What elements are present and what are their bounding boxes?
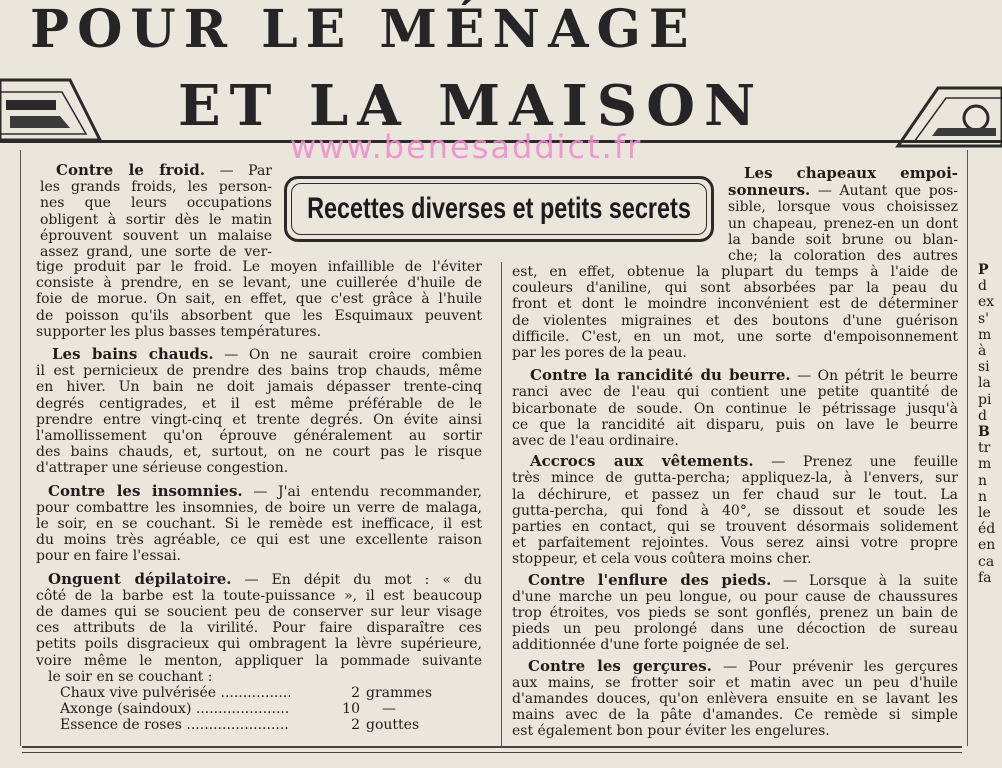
article-line: additionnée d'une forte poignée de sel. xyxy=(512,637,790,654)
edge-fragment: m xyxy=(978,326,992,343)
article-line: de poisson qu'ils absorbent que les Esquimaux peuvent xyxy=(36,307,482,324)
edge-fragment: ex xyxy=(978,294,995,311)
article-text: — On ne saurait croire combien xyxy=(224,347,482,364)
edge-fragment: si xyxy=(978,359,990,376)
article-line: d'attraper une sérieuse congestion. xyxy=(36,460,289,477)
article-line xyxy=(512,658,958,675)
article-line xyxy=(512,572,958,589)
article-line: pour en faire l'essai. xyxy=(36,548,181,565)
left-ornament-icon xyxy=(0,72,110,142)
edge-fragment: la xyxy=(978,375,991,392)
left-margin-rule xyxy=(20,150,21,746)
article-line: prendre entre vingt-cinq et trente degrés. On évite ainsi xyxy=(36,411,482,428)
ingredient-unit: gouttes xyxy=(366,717,420,734)
article-line: le soir en se couchant : xyxy=(48,668,213,685)
edge-fragment: fa xyxy=(978,569,992,586)
article-line xyxy=(36,571,482,588)
article-line: stoppeur, et cela vous coûtera moins cher. xyxy=(512,551,812,568)
article-heading: Contre les insomnies. xyxy=(48,482,243,500)
article-heading: Contre les gerçures. xyxy=(528,657,712,675)
article-line: mains avec de la pâte d'amandes. Ce remède si simple xyxy=(512,707,958,724)
article-heading: Contre l'enflure des pieds. xyxy=(528,571,772,589)
bottom-rule xyxy=(22,746,962,748)
article-chapeaux-narrow xyxy=(728,165,958,264)
article-line: le soir, en se couchant. Si le remède est inefficace, il est xyxy=(36,516,482,533)
article-line: degrés centigrades, et il est même préférable de le xyxy=(36,395,482,412)
article-line: che; la coloration des autres xyxy=(728,248,958,265)
edge-fragment: d xyxy=(978,278,987,295)
article-line: consiste à prendre, en se levant, une cuillerée d'huile de xyxy=(36,275,482,292)
article-line: très mince de gutta-percha; appliquez-la, à l'envers, sur xyxy=(512,470,958,487)
article-heading: Accrocs aux vêtements. xyxy=(530,453,754,471)
article-text: — Par xyxy=(219,163,272,179)
article-line: et parfaitement rejointes. Vous serez ainsi votre propre xyxy=(512,535,958,552)
article-line: foie de morue. On sait, en effet, que c'est grâce à l'huile xyxy=(36,291,482,308)
ingredient-name: Essence de roses ..... xyxy=(60,717,290,733)
article-line: d'amandes douces, qu'on enlèvera ensuite en se lavant les xyxy=(512,691,958,708)
article-line xyxy=(728,165,958,182)
article-line: nes que leurs occupations xyxy=(40,195,272,212)
article-line: aux mains, se frotter soir et matin avec un peu d'huile xyxy=(512,674,958,691)
edge-fragment: n xyxy=(978,472,988,489)
edge-fragment: m xyxy=(978,456,992,473)
article-text: — On pétrit le beurre xyxy=(797,368,958,385)
ingredient-qty: 2 xyxy=(351,685,360,702)
article-text: — En dépit du mot : « du xyxy=(244,571,482,588)
ingredient-unit: grammes xyxy=(366,685,433,702)
article-line: voire même le menton, appliquer la pommade suivante xyxy=(36,652,482,669)
article-text: — Lorsque à la suite xyxy=(783,572,958,589)
article-heading: Onguent dépilatoire. xyxy=(48,570,232,588)
ingredient-name: Chaux vive pulvérisée ..... xyxy=(60,685,290,701)
edge-fragment: pi xyxy=(978,391,992,408)
article-heading: sonneurs. xyxy=(728,182,811,200)
masthead-title-line1: POUR LE MÉNAGE xyxy=(30,0,697,60)
article-line: en hiver. Un bain ne doit jamais dépasser trente-cinq xyxy=(36,379,482,396)
article-line: petits poils disgracieux qui ombragent la lèvre supérieure, xyxy=(36,636,482,653)
article-line xyxy=(36,346,482,363)
edge-fragment: d xyxy=(978,407,987,424)
edge-fragment: s' xyxy=(978,310,990,327)
watermark: www.benesaddict.fr xyxy=(290,128,643,166)
article-line: un chapeau, prenez-en un dont xyxy=(728,215,958,232)
article-line: ces attributs de la virilité. Pour faire disparaître ces xyxy=(36,620,482,637)
edge-fragment: en xyxy=(978,537,996,554)
ingredient-row xyxy=(60,717,482,733)
article-line xyxy=(512,367,958,384)
article-line: gutta-percha, qui fond à 40°, se dissout et soude les xyxy=(512,502,958,519)
edge-fragment: tr xyxy=(978,440,991,457)
article-line: est également bon pour éviter les engelures. xyxy=(512,723,830,740)
edge-fragment: B xyxy=(978,424,990,441)
article-line: obligent à sortir dès le matin xyxy=(40,211,272,228)
edge-fragment: n xyxy=(978,488,988,505)
article-line: ce que la rancidité ait disparu, puis on lave le beurre xyxy=(512,416,958,433)
article-line: est, en effet, obtenue la plupart du temps à l'aide de xyxy=(512,264,958,280)
article-line: pour combattre les insomnies, de boire un verre de malaga, xyxy=(36,499,482,516)
ingredient-row xyxy=(60,685,482,701)
article-line: par les pores de la peau. xyxy=(512,345,687,362)
edge-fragment: éd xyxy=(978,521,996,538)
ingredient-qty: 10 xyxy=(342,701,360,718)
article-text: — Pour prévenir les gerçures xyxy=(723,658,958,675)
right-ornament-icon xyxy=(878,84,1002,148)
edge-fragment: P xyxy=(978,262,989,278)
article-line: de violentes migraines et des boutons d'une guérison xyxy=(512,312,958,329)
edge-fragment: à xyxy=(978,343,987,360)
article-line xyxy=(36,483,482,500)
article-line xyxy=(728,182,958,199)
article-line: de dames qui se soucient peu de conserver sur leur visage xyxy=(36,604,482,621)
article-line: pieds un peu prolongé dans une décoction de sureau xyxy=(512,621,958,638)
article-line: difficile. C'est, en un mot, une sorte d'empoisonnement xyxy=(512,328,958,345)
article-text: — Autant que pos- xyxy=(817,183,958,200)
article-line: avec de l'eau ordinaire. xyxy=(512,433,679,450)
ingredient-unit: — xyxy=(382,701,396,718)
article-line: tige produit par le froid. Le moyen infaillible de l'éviter xyxy=(36,259,482,275)
article-heading: Contre le froid. xyxy=(56,162,205,179)
article-line: il est pernicieux de prendre des bains trop chauds, même xyxy=(36,363,482,380)
section-title-box xyxy=(284,176,714,242)
article-line: du moins très agréable, ce qui est une excellente raison xyxy=(36,532,482,549)
edge-fragment: le xyxy=(978,505,991,522)
article-text: — Prenez une feuille xyxy=(771,454,958,471)
ingredient-qty: 2 xyxy=(351,717,360,734)
article-text: — J'ai entendu recommander, xyxy=(253,483,482,500)
masthead-title-line2: ET LA MAISON xyxy=(178,73,765,139)
article-line: éprouvent souvent un malaise xyxy=(40,227,272,244)
column-divider xyxy=(501,262,502,746)
article-heading: Contre la rancidité du beurre. xyxy=(530,367,791,385)
article-heading: Les bains chauds. xyxy=(52,346,214,364)
article-line xyxy=(40,162,272,179)
bottom-rule-thin xyxy=(22,752,962,753)
edge-fragments xyxy=(978,262,1002,586)
article-line: des bains chauds, et, surtout, on ne court pas le risque xyxy=(36,444,482,461)
article-line: trop étroites, vos pieds se sont gonflés, prenez un bain de xyxy=(512,605,958,622)
article-line: les grands froids, les person- xyxy=(40,179,272,196)
article-line: ranci avec de l'eau qui contient une petite quantité de xyxy=(512,384,958,401)
right-margin-rule xyxy=(967,150,968,746)
article-line xyxy=(512,453,958,470)
article-froid-narrow xyxy=(40,162,272,260)
article-line: sible, lorsque vous choisissez xyxy=(728,199,958,216)
article-heading: Les chapeaux empoi- xyxy=(744,165,958,182)
ingredient-name: Axonge (saindoux) ..... xyxy=(60,701,290,717)
edge-fragment: ca xyxy=(978,553,995,570)
article-line: côté de la barbe est la toute-puissance », il est beaucoup xyxy=(36,587,482,604)
article-line: la bande soit brune ou blan- xyxy=(728,231,958,248)
left-column xyxy=(36,259,482,734)
right-column xyxy=(512,264,958,740)
ingredient-row xyxy=(60,701,482,717)
article-line: supporter les plus basses températures. xyxy=(36,323,322,340)
article-line: l'amollissement qu'on éprouve généralement au sortir xyxy=(36,428,482,445)
article-line: bicarbonate de soude. On continue le pétrissage jusqu'à xyxy=(512,400,958,417)
article-line: parties en contact, qui se trouvent désormais solidement xyxy=(512,519,958,536)
section-title: Recettes diverses et petits secrets xyxy=(307,192,691,225)
article-line: assez grand, une sorte de ver- xyxy=(40,244,272,261)
article-line: front et dont le moindre inconvénient est de déterminer xyxy=(512,296,958,313)
article-line: couleurs d'aniline, qui sont absorbées par la peau du xyxy=(512,280,958,297)
article-line: la déchirure, et passez un fer chaud sur le tout. La xyxy=(512,486,958,503)
article-line: d'une marche un peu longue, ou pour cause de chaussures xyxy=(512,588,958,605)
ingredient-list xyxy=(36,685,482,734)
